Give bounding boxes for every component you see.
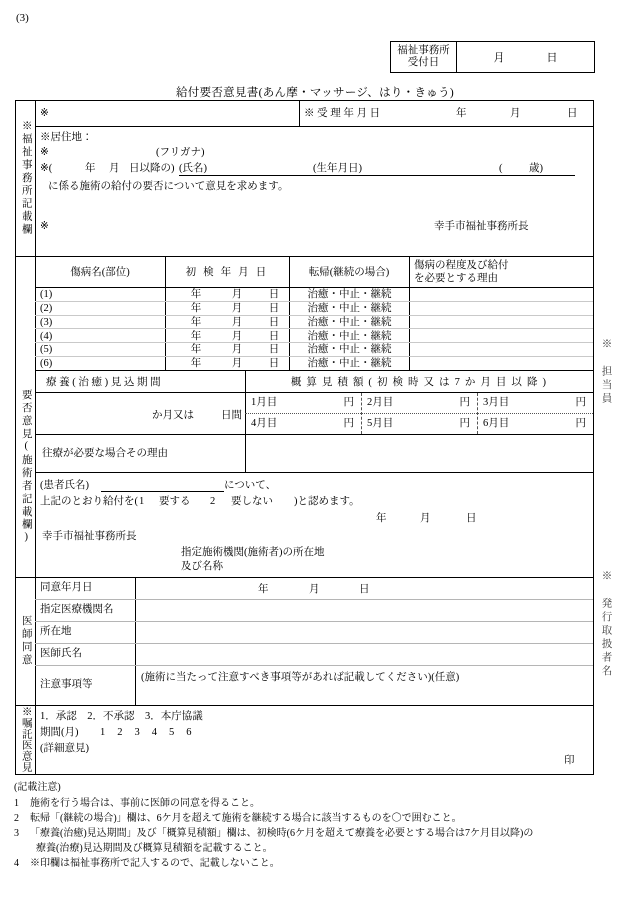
advisor-period-options	[100, 725, 192, 740]
footnote-line: 「療養(治癒)見込期間」及び「概算見積額」欄は、初検時(6ケ月を超えて療養を必要とする場合は7ケ月目以降)の	[30, 828, 534, 839]
age-open-paren: (	[499, 163, 503, 174]
disease-row-reason[interactable]	[412, 288, 590, 302]
disease-header-name: 傷病名(部位)	[70, 266, 130, 278]
disease-row-outcome[interactable]: 治癒・中止・継続	[307, 358, 392, 370]
request-opinion-text: に係る施術の給付の要否について意見を求めます。	[48, 181, 289, 192]
footnote-line: 施術を行う場合は、事前に医師の同意を得ること。	[30, 798, 260, 809]
disease-header-reason	[414, 259, 589, 285]
home-visit-reason-field[interactable]	[245, 434, 593, 472]
doctor-row-field[interactable]	[135, 599, 593, 621]
estimate-cell-currency-unit: 円	[343, 417, 354, 429]
main-form-frame	[15, 100, 594, 775]
disease-row-number: (3)	[40, 316, 53, 328]
receipt-box-label-line1: 福祉事務所	[397, 44, 450, 56]
estimate-cell[interactable]	[245, 392, 361, 413]
since-month: 月	[109, 163, 120, 174]
disease-row-day: 日	[268, 289, 280, 301]
certify-text-2: )と認めます。	[294, 496, 360, 507]
advisor-period-option[interactable]: 5	[169, 727, 175, 738]
estimate-cell-month-label: 6月目	[483, 417, 510, 429]
footnote-item	[14, 826, 626, 856]
disease-header-reason-line1: 傷病の程度及び給付	[414, 260, 509, 271]
estimate-cell-currency-unit: 円	[459, 396, 470, 408]
disease-row-outcome[interactable]: 治癒・中止・継続	[307, 303, 392, 315]
patient-name-label: (患者氏名)	[40, 480, 89, 491]
estimate-cell-currency-unit: 円	[343, 396, 354, 408]
certify-option-1-number[interactable]: 1	[139, 496, 145, 507]
residence-label: ※居住地：	[40, 132, 93, 143]
section-label-doctor-consent: 医師同意	[20, 615, 32, 667]
disease-row-day: 日	[268, 344, 280, 356]
footnote-text	[30, 826, 626, 856]
footnote-text	[30, 796, 626, 811]
document-number: (3)	[16, 12, 29, 24]
disease-row-reason[interactable]	[412, 329, 590, 343]
receipt-date-field[interactable]	[457, 42, 594, 72]
disease-row-year: 年	[190, 289, 202, 301]
footnote-text	[30, 811, 626, 826]
estimate-cell[interactable]	[361, 392, 477, 413]
disease-row-day: 日	[268, 330, 280, 342]
footnote-item	[14, 856, 626, 871]
disease-row-reason[interactable]	[412, 316, 590, 330]
acceptance-day: 日	[567, 108, 578, 119]
page-title: 給付要否意見書(あん摩・マッサージ、はり・きゅう)	[175, 87, 455, 99]
welfare-office-head: 幸手市福祉事務所長	[434, 221, 529, 232]
disease-header-reason-line2: を必要とする理由	[414, 273, 498, 285]
period-header: 療 養 ( 治 癒 ) 見 込 期 間	[46, 376, 161, 388]
footnotes	[14, 780, 626, 871]
disease-row-month: 月	[231, 303, 243, 315]
disease-row-number: (5)	[40, 344, 53, 356]
period-months-label: か月又は	[152, 410, 194, 421]
disease-row-year: 年	[190, 330, 202, 342]
disease-row-month: 月	[231, 344, 243, 356]
period-days-label: 日間	[221, 410, 242, 421]
certification-office-head: 幸手市福祉事務所長	[42, 531, 137, 542]
estimate-cell-month-label: 2月目	[367, 396, 394, 408]
disease-row-outcome[interactable]: 治癒・中止・継続	[307, 289, 392, 301]
advisor-seal: 印	[564, 755, 575, 766]
estimate-cell[interactable]	[477, 413, 593, 434]
disease-header-outcome: 転帰(継続の場合)	[308, 266, 390, 278]
estimate-cell-currency-unit: 円	[459, 417, 470, 429]
disease-row-number: (4)	[40, 330, 53, 342]
certify-text-1: 上記のとおり給付を(	[40, 496, 138, 507]
since-prefix: ※(	[40, 163, 53, 174]
certify-option-2-label[interactable]: 要しない	[231, 496, 273, 507]
disease-row-number: (2)	[40, 303, 53, 315]
advisor-period-option[interactable]: 1	[100, 727, 106, 738]
footnote-line: 転帰「(継続の場合)」欄は、6ケ月を超えて施術を継続する場合に該当するものを〇で囲むこと。	[30, 813, 462, 824]
estimate-row-dotted-divider	[245, 413, 593, 414]
home-visit-bottom-divider	[35, 472, 593, 473]
section-divider-opinion	[16, 256, 593, 257]
footnote-number: 4	[14, 858, 19, 869]
disease-row-day: 日	[268, 358, 280, 370]
footnote-number: 3	[14, 828, 19, 839]
advisor-period-option[interactable]: 2	[117, 727, 123, 738]
doctor-row-label: 医師氏名	[40, 648, 82, 660]
footnote-text	[30, 856, 626, 871]
disease-row-day: 日	[268, 316, 280, 328]
furigana-label: (フリガナ)	[156, 147, 205, 158]
col-divider-acceptance	[299, 101, 300, 126]
consent-year: 年	[258, 584, 269, 595]
doctor-row-label: 注意事項等	[40, 679, 93, 691]
disease-row-number: (6)	[40, 358, 53, 370]
birthdate-label: (生年月日)	[313, 163, 362, 174]
estimate-col-dashed-divider-2	[477, 393, 478, 434]
receipt-month-label: 月	[493, 52, 505, 64]
advisor-period-option[interactable]: 4	[151, 727, 157, 738]
footnote-item	[14, 796, 626, 811]
certification-year: 年	[376, 513, 387, 524]
disease-col-divider-3	[409, 256, 410, 370]
doctor-row-field[interactable]	[135, 643, 593, 665]
disease-row-reason[interactable]	[412, 343, 590, 357]
patient-name-field[interactable]	[101, 478, 224, 492]
home-visit-reason-label: 往療が必要な場合その理由	[42, 448, 168, 459]
applicant-mark: ※	[40, 108, 49, 119]
receipt-box-label-line2: 受付日	[407, 57, 440, 68]
estimate-cell-month-label: 3月目	[483, 396, 510, 408]
advisor-detail-label: (詳細意見)	[40, 743, 89, 754]
provider-address-line1: 指定施術機関(施術者)の所在地	[181, 547, 325, 558]
furigana-mark: ※	[40, 147, 49, 158]
disease-row-month: 月	[231, 358, 243, 370]
disease-row-year: 年	[190, 344, 202, 356]
row-divider-1	[35, 126, 593, 127]
disease-row-year: 年	[190, 316, 202, 328]
footnote-number: 2	[14, 813, 19, 824]
name-underline-field[interactable]	[179, 161, 575, 176]
estimate-cell-month-label: 5月目	[367, 417, 394, 429]
acceptance-month: 月	[510, 108, 521, 119]
footnote-line: ※印欄は福祉事務所で記入するので、記載しないこと。	[30, 858, 280, 869]
disease-header-first-exam: 初 検 年 月 日	[185, 266, 269, 278]
left-label-divider	[35, 101, 36, 774]
doctor-row-label: 所在地	[40, 626, 72, 638]
receipt-box-label	[391, 42, 457, 72]
doctor-note-hint: (施術に当たって注意すべき事項等があれば記載してください)(任意)	[141, 672, 460, 683]
advisor-period-option[interactable]: 3	[134, 727, 140, 738]
since-suffix: 日以降の)	[129, 163, 175, 174]
footnotes-heading: (記載注意)	[14, 782, 61, 793]
doctor-row-field[interactable]	[135, 621, 593, 643]
section-label-welfare-office: ※福祉事務所記載欄	[20, 120, 32, 237]
advisor-period-label: 期間(月)	[40, 727, 79, 738]
disease-row-month: 月	[231, 316, 243, 328]
footnote-line: 療養(治療)見込期間及び概算見積額を記載すること。	[36, 843, 273, 854]
footnotes-list	[14, 796, 626, 871]
age-label: 歳)	[529, 163, 543, 174]
provider-address-line2: 及び名称	[181, 561, 223, 572]
advisor-period-option[interactable]: 6	[186, 727, 192, 738]
certify-option-1-label[interactable]: 要する	[159, 496, 191, 507]
disease-row-number: (1)	[40, 289, 53, 301]
disease-row-year: 年	[190, 303, 202, 315]
footnote-number: 1	[14, 798, 19, 809]
acceptance-year: 年	[456, 108, 467, 119]
advisor-decision-options[interactable]: 1．承認 2．不承認 3．本庁協議	[40, 711, 203, 722]
section-divider-advisor	[16, 705, 593, 706]
disease-row-outcome[interactable]: 治癒・中止・継続	[307, 344, 392, 356]
receipt-day-label: 日	[546, 52, 558, 64]
section-label-advisor-opinion: ※嘱託医意見	[20, 706, 32, 773]
office-head-mark: ※	[40, 221, 49, 232]
footnote-item	[14, 811, 626, 826]
disease-row-reason[interactable]	[412, 302, 590, 316]
estimate-cell-currency-unit: 円	[575, 396, 586, 408]
acceptance-date-label: ※ 受 理 年 月 日	[304, 108, 381, 119]
estimate-cell[interactable]	[477, 392, 593, 413]
disease-row-reason[interactable]	[412, 357, 590, 371]
period-top-divider	[35, 370, 593, 371]
estimate-header: 概 算 見 積 額 ( 初 検 時 又 は 7 か 月 目 以 降 )	[290, 376, 548, 388]
about-text: について、	[224, 480, 277, 491]
consent-day: 日	[359, 584, 370, 595]
right-label-issuer: ※ 発行取扱者名	[600, 570, 612, 679]
since-year: 年	[85, 163, 96, 174]
certification-day: 日	[466, 513, 477, 524]
certify-option-2-number[interactable]: 2	[210, 496, 216, 507]
disease-row-year: 年	[190, 358, 202, 370]
disease-row-month: 月	[231, 289, 243, 301]
consent-month: 月	[309, 584, 320, 595]
estimate-cell-month-label: 1月目	[251, 396, 278, 408]
estimate-cell[interactable]	[361, 413, 477, 434]
disease-row-outcome[interactable]: 治癒・中止・継続	[307, 330, 392, 342]
disease-row-day: 日	[268, 303, 280, 315]
estimate-cell[interactable]	[245, 413, 361, 434]
estimate-cell-month-label: 4月目	[251, 417, 278, 429]
disease-row-month: 月	[231, 330, 243, 342]
estimate-cell-currency-unit: 円	[575, 417, 586, 429]
section-label-opinion: 要否意見(施術者記載欄)	[20, 388, 32, 545]
welfare-office-receipt-box	[390, 41, 595, 73]
right-label-staff: ※ 担当員	[600, 338, 612, 406]
name-label: (氏名)	[179, 163, 207, 174]
certification-month: 月	[420, 513, 431, 524]
doctor-row-label: 同意年月日	[40, 582, 93, 594]
disease-row-outcome[interactable]: 治癒・中止・継続	[307, 316, 392, 328]
estimate-col-dashed-divider-1	[361, 393, 362, 434]
doctor-row-label: 指定医療機関名	[40, 604, 114, 616]
